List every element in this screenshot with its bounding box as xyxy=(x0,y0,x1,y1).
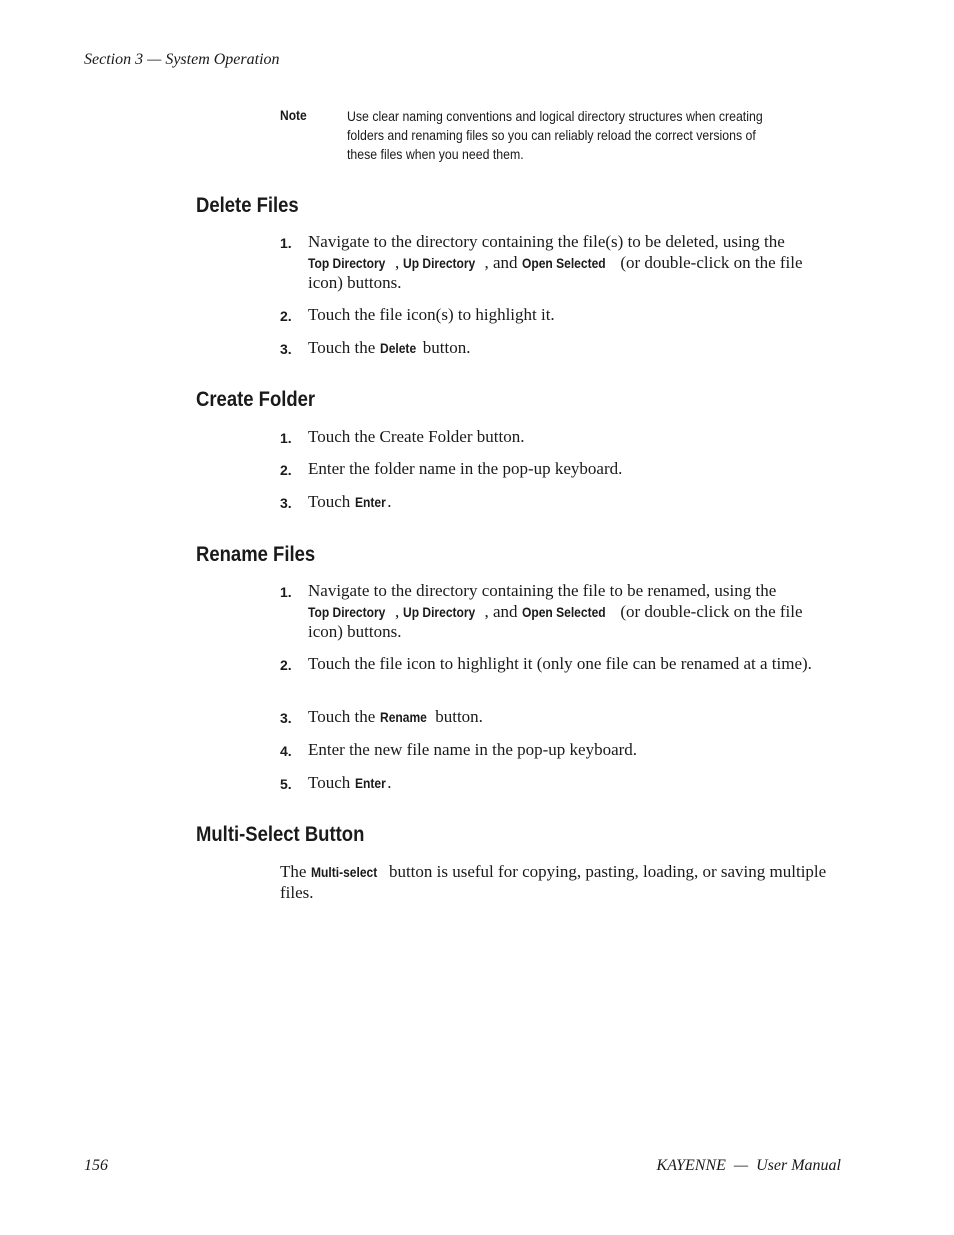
ui-label-rename: Rename xyxy=(379,709,427,725)
step-text-part: Touch xyxy=(308,492,355,511)
step-text-part: , and xyxy=(484,601,522,621)
rename-step-5 xyxy=(280,773,840,794)
ui-label-up-directory: Up Directory xyxy=(403,254,476,271)
step-text-part: Touch the xyxy=(308,338,380,357)
step-text-part: Navigate to the directory containing the file to be renamed, using the xyxy=(308,581,777,600)
create-step-1 xyxy=(280,427,840,448)
note-line: Use clear naming conventions and logical directory structures when creating xyxy=(347,108,763,124)
multi-select-paragraph xyxy=(280,862,840,903)
running-head: Section 3 — System Operation xyxy=(84,51,280,68)
step-text-part: , xyxy=(394,252,404,272)
step-number: 3. xyxy=(280,710,292,726)
rename-step-4 xyxy=(280,740,840,761)
step-text-part: , and xyxy=(484,252,522,272)
step-text xyxy=(308,707,840,728)
note-line: folders and renaming files so you can reliably reload the correct versions of xyxy=(347,127,756,143)
footer-title: KAYENNE — User Manual xyxy=(656,1157,841,1174)
step-number: 1. xyxy=(280,430,292,446)
step-text xyxy=(308,338,840,359)
step-text: Touch the file icon(s) to highlight it. xyxy=(308,305,555,324)
rename-step-3 xyxy=(280,707,840,728)
ui-label-open-selected: Open Selected xyxy=(521,254,606,271)
step-number: 1. xyxy=(280,584,292,600)
note-text xyxy=(347,107,769,164)
step-number: 2. xyxy=(280,657,292,673)
step-text: Touch the file icon to highlight it (only one file can be renamed at a time). xyxy=(308,654,812,673)
step-text-part: , xyxy=(394,601,404,621)
step-text xyxy=(308,581,840,643)
ui-label-enter: Enter xyxy=(354,775,386,791)
rename-step-2 xyxy=(280,654,840,675)
step-text: Enter the folder name in the pop-up keyboard. xyxy=(308,459,623,478)
step-number: 4. xyxy=(280,743,292,759)
ui-label-up-directory: Up Directory xyxy=(403,603,476,620)
step-text-part: button. xyxy=(418,338,471,357)
ui-label-top-directory: Top Directory xyxy=(308,254,386,271)
heading-create-folder: Create Folder xyxy=(196,388,316,411)
step-text-part: (or double-click on the file icon) buttons. xyxy=(308,601,803,641)
step-number: 3. xyxy=(280,495,292,511)
step-text-part: button. xyxy=(430,707,483,726)
paragraph-text-part: The xyxy=(280,862,311,881)
step-text-part: . xyxy=(387,492,392,511)
step-text-part: (or double-click on the file icon) buttons. xyxy=(308,252,803,292)
heading-rename-files: Rename Files xyxy=(196,543,316,566)
heading-multi-select-button: Multi-Select Button xyxy=(196,823,365,846)
ui-label-open-selected: Open Selected xyxy=(521,603,606,620)
ui-label-multi-select: Multi-select xyxy=(310,864,377,880)
note-line: these files when you need them. xyxy=(347,146,524,162)
step-text xyxy=(308,773,840,794)
ui-label-delete: Delete xyxy=(379,340,416,356)
create-step-3 xyxy=(280,492,840,513)
create-step-2 xyxy=(280,459,840,480)
step-text xyxy=(308,232,840,294)
delete-step-3 xyxy=(280,338,840,359)
heading-delete-files: Delete Files xyxy=(196,194,299,217)
paragraph-text-part: button is useful for copying, pasting, loading, or saving multiple files. xyxy=(280,862,827,902)
step-number: 2. xyxy=(280,308,292,324)
delete-step-2 xyxy=(280,305,840,326)
note-label: Note xyxy=(280,107,307,123)
step-text-part: . xyxy=(387,773,392,792)
step-number: 5. xyxy=(280,776,292,792)
delete-step-1 xyxy=(280,232,840,294)
step-text-part: Touch the xyxy=(308,707,380,726)
ui-label-enter: Enter xyxy=(354,494,386,510)
note-block xyxy=(280,107,840,164)
step-number: 2. xyxy=(280,462,292,478)
ui-label-top-directory: Top Directory xyxy=(308,603,386,620)
page-number: 156 xyxy=(84,1157,108,1174)
step-text-part: Navigate to the directory containing the file(s) to be deleted, using the xyxy=(308,232,785,251)
step-number: 1. xyxy=(280,235,292,251)
rename-step-1 xyxy=(280,581,840,643)
step-text: Touch the Create Folder button. xyxy=(308,427,525,446)
step-text: Enter the new file name in the pop-up keyboard. xyxy=(308,740,638,759)
step-text-part: Touch xyxy=(308,773,355,792)
step-text xyxy=(308,492,840,513)
step-number: 3. xyxy=(280,341,292,357)
